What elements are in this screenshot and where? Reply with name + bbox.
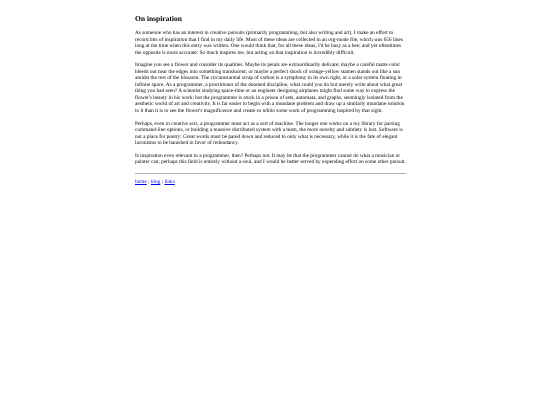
links-link[interactable]: links bbox=[164, 178, 175, 185]
home-link[interactable]: home bbox=[135, 178, 147, 185]
paragraph-1: As someone who has an interest in creative pursuits (primarily programming, but also writing and art), I make an effort to record bits of inspiration that I find in my daily life. Most of these ideas are collected in an org-mode file, which was 656 lines long at the time when this entry was written. One would think that, for all these ideas, I'd be busy as a bee; and yet oftentimes the opposite is more accurate: So much inspires me, but acting on that inspiration is incredibly difficult. bbox=[135, 30, 403, 56]
page-title: On inspiration bbox=[135, 14, 182, 23]
footer-separator: ; bbox=[146, 178, 151, 185]
paragraph-2 bbox=[135, 62, 406, 114]
footer-nav bbox=[135, 179, 406, 186]
paragraph-4: Is inspiration even relevant to a programmer, then? Perhaps not. It may be that the programmer cannot do what a musician or painter can; perhaps this field is entirely without a soul, and I would be better served by expending effort on some other pursuit. bbox=[135, 152, 406, 166]
paragraph-2-emphasis: ex nihilo bbox=[256, 108, 275, 115]
footer-divider bbox=[135, 173, 406, 174]
paragraph-3: Perhaps, even in creative acts, a programmer must act as a sort of machine. The longer one works on a toy library for parsing command-line options, or building a massive distributed system with a team, the more novelty and subtlety is lost. Software is not a place for poetry: Great words must be pared down and reduced to only what is necessary, while it is the fate of elegant laconisms to be banished in favor of redundancy. bbox=[135, 120, 403, 147]
blog-link[interactable]: blog bbox=[150, 178, 161, 185]
paragraph-2-text: Imagine you see a flower and consider its qualities. Maybe its petals are extraordinarily delicate; maybe a careful matte color bleeds out near the edges into something translucent; or maybe a perfect shock of orange-yellow stamen stands out like a sun amidst the rest of the blossom. The circumstantial scrap of carbon is a symphony in its own right, or a solar system floating in infinite space. As a programmer, a practitioner of the doomed discipline, what could you do but merely write about what great thing you had seen? A scientist studying space-time or an engineer designing airplanes might find some way to express the flower's beauty in his work; but the programmer is stuck in a prison of sets, automata, and graphs, seemingly isolated from the aesthetic world of art and creativity. It is far easier to begin with a mundane problem and draw up a similarly mundane solution to it than it is to see the flower's magnificence and create bbox=[135, 62, 405, 115]
article bbox=[135, 14, 406, 186]
paragraph-2-tail: some work of programming inspired by that sight. bbox=[276, 108, 383, 115]
footer-separator: ; bbox=[160, 178, 165, 185]
